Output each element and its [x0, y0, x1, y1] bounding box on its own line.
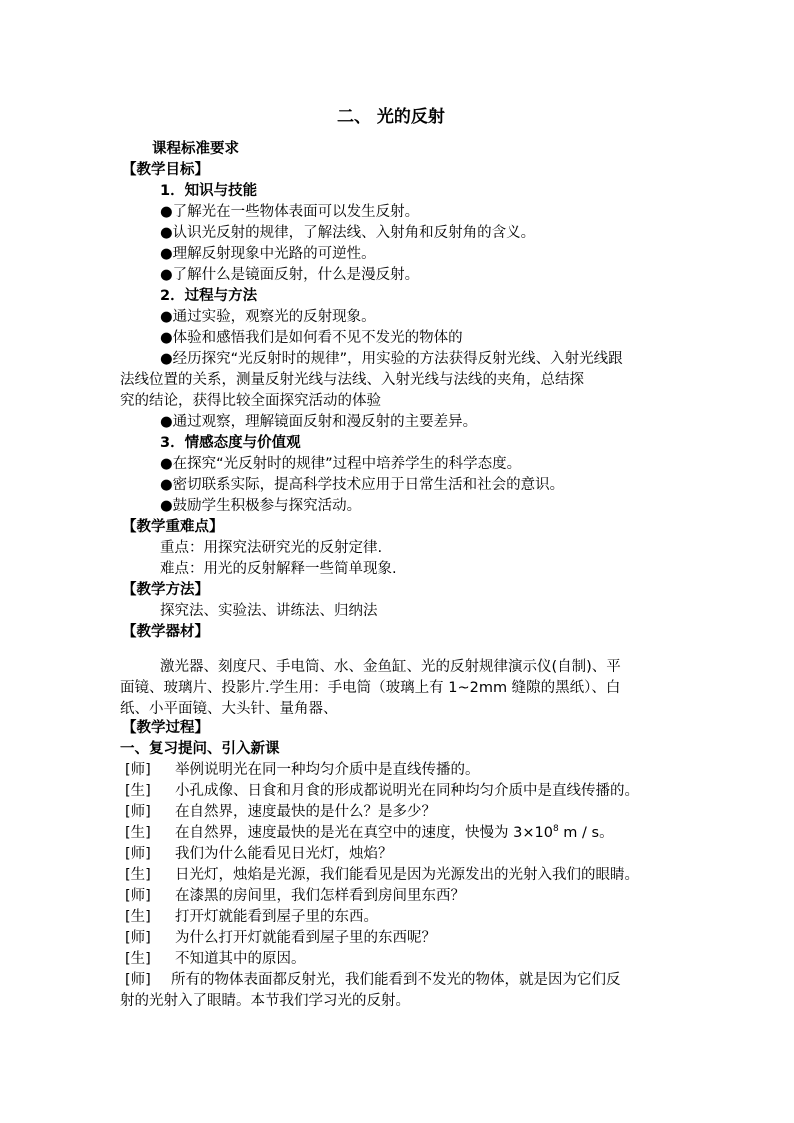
process-item: 法线位置的关系，测量反射光线与法线、入射光线与法线的夹角，总结探 [120, 372, 584, 388]
dialogue-line [125, 865, 639, 886]
dialogue-line [125, 949, 306, 970]
equipment-heading: 【教学器材】 [122, 624, 209, 640]
process-item: ●通过实验，观察光的反射现象。 [160, 309, 376, 325]
dialogue-text: 我们为什么能看见日光灯，烛焰？ [175, 846, 393, 862]
speaker-role: [师] [125, 762, 151, 778]
equipment-line: 纸、小平面镜、大头针、量角器、 [120, 701, 338, 717]
attitude-item: ●在探究“光反射时的规律”过程中培养学生的科学态度。 [160, 456, 522, 472]
knowledge-item: ●认识光反射的规律，了解法线、入射角和反射角的含义。 [160, 225, 536, 241]
exponent: 8 [552, 824, 559, 835]
dialogue-text: 在自然界，速度最快的是光在真空中的速度，快慢为 3×10 [175, 825, 553, 841]
process-item: 究的结论，获得比较全面探究活动的体验 [120, 393, 381, 409]
attitude-item: ●鼓励学生积极参与探究活动。 [160, 498, 362, 514]
dialogue-text: 举例说明光在同一种均匀介质中是直线传播的。 [175, 762, 480, 778]
dialogue-text: 日光灯，烛焰是光源，我们能看见是因为光源发出的光射入我们的眼睛。 [175, 867, 639, 883]
speaker-role: [生] [125, 783, 151, 799]
dialogue-line [125, 886, 465, 907]
speaker-role: [师] [125, 930, 151, 946]
methods-heading: 【教学方法】 [122, 582, 209, 598]
dialogue-text: 打开灯就能看到屋子里的东西。 [175, 909, 378, 925]
process-item: ●经历探究“光反射时的规律”，用实验的方法获得反射光线、入射光线跟 [160, 351, 623, 367]
equipment-line: 面镜、玻璃片、投影片.学生用：手电筒（玻璃上有 1~2mm 缝隙的黑纸）、白 [120, 680, 621, 696]
attitude-heading: 3．情感态度与价值观 [160, 435, 301, 451]
speaker-role: [师] [125, 846, 151, 862]
methods-text: 探究法、实验法、讲练法、归纳法 [160, 603, 378, 619]
process-item: ●体验和感悟我们是如何看不见不发光的物体的 [160, 330, 463, 346]
dialogue-line [125, 844, 393, 865]
dialogue-line [125, 760, 480, 781]
dialogue-continuation: 射的光射入了眼睛。本节我们学习光的反射。 [120, 993, 410, 1009]
speaker-role: [生] [125, 825, 151, 841]
speaker-role: [生] [125, 867, 151, 883]
objectives-heading: 【教学目标】 [122, 162, 209, 178]
knowledge-heading: 1．知识与技能 [160, 183, 258, 199]
speaker-role: [师] [125, 888, 151, 904]
dialogue-text: 所有的物体表面都反射光，我们能看到不发光的物体，就是因为它们反 [171, 972, 621, 988]
knowledge-item: ●理解反射现象中光路的可逆性。 [160, 246, 376, 262]
speaker-role: [师] [125, 972, 151, 988]
dialogue-text: 在漆黑的房间里，我们怎样看到房间里东西？ [175, 888, 465, 904]
attitude-item: ●密切联系实际，提高科学技术应用于日常生活和社会的意识。 [160, 477, 565, 493]
process-method-heading: 2．过程与方法 [160, 288, 258, 304]
dialogue-text: 为什么打开灯就能看到屋子里的东西呢？ [175, 930, 436, 946]
dialogue-text: 小孔成像、日食和月食的形成都说明光在同种均匀介质中是直线传播的。 [175, 783, 639, 799]
dialogue-line [125, 928, 436, 949]
process-item: ●通过观察，理解镜面反射和漫反射的主要差异。 [160, 414, 478, 430]
key-points-heading: 【教学重难点】 [122, 519, 224, 535]
knowledge-item: ●了解光在一些物体表面可以发生反射。 [160, 204, 420, 220]
dialogue-line [125, 781, 639, 802]
knowledge-item: ●了解什么是镜面反射，什么是漫反射。 [160, 267, 420, 283]
dialogue-line [125, 802, 436, 823]
page-title: 二、 光的反射 [337, 107, 445, 127]
difficult-point: 难点：用光的反射解释一些简单现象. [160, 561, 397, 577]
key-point: 重点：用探究法研究光的反射定律. [160, 540, 383, 556]
dialogue-text: 在自然界，速度最快的是什么？是多少？ [175, 804, 436, 820]
curriculum-standard-heading: 课程标准要求 [152, 141, 239, 157]
dialogue-line [125, 907, 378, 928]
equipment-line: 激光器、刻度尺、手电筒、水、金鱼缸、光的反射规律演示仪(自制)、平 [160, 659, 621, 675]
process-section-heading: 【教学过程】 [122, 720, 209, 736]
dialogue-line [125, 970, 621, 991]
part1-heading: 一、复习提问、引入新课 [120, 741, 280, 757]
dialogue-text: 不知道其中的原因。 [175, 951, 306, 967]
dialogue-line [125, 823, 614, 844]
speaker-role: [师] [125, 804, 151, 820]
speaker-role: [生] [125, 951, 151, 967]
speaker-role: [生] [125, 909, 151, 925]
dialogue-text-unit: m / s。 [558, 825, 614, 841]
